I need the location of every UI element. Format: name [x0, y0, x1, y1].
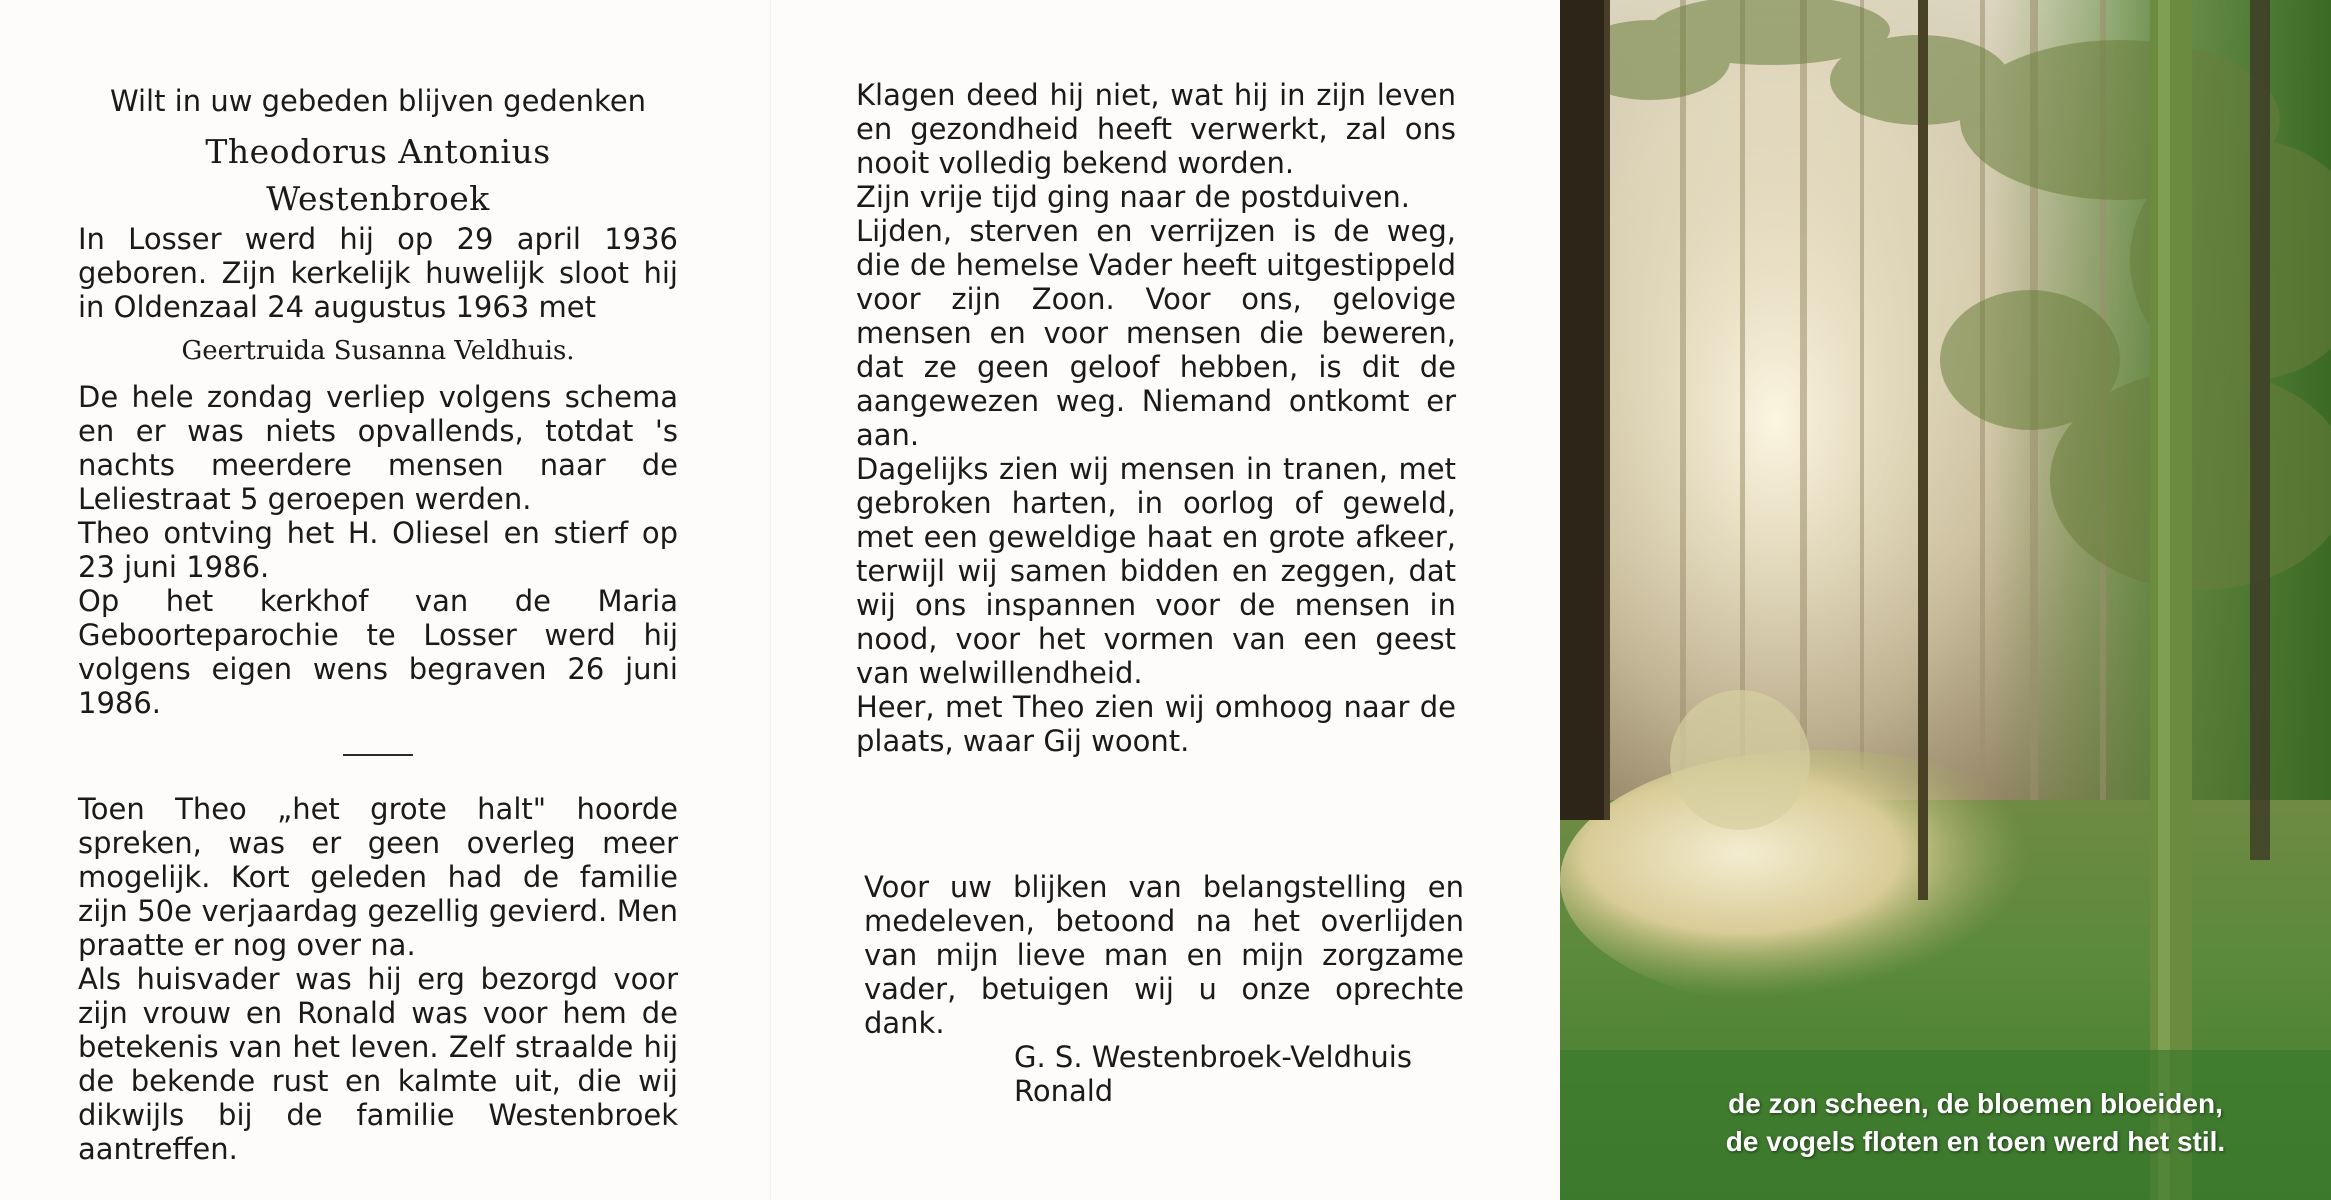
signature-son: Ronald [1014, 1074, 1114, 1108]
middle-text-column [856, 78, 1456, 758]
middle-panel [770, 0, 1560, 1200]
biography-paragraph: In Losser werd hij op 29 april 1936 geboren. Zijn kerkelijk huwelijk sloot hij in Oldenzaal 24 augustus 1963 met [78, 222, 678, 324]
memorial-paragraph: Toen Theo „het grote halt" hoorde spreken, was er geen overleg meer mogelijk. Kort geleden had de familie zijn 50e verjaardag gezellig gevierd. Men praatte er nog over na. [78, 792, 678, 962]
left-panel [0, 0, 770, 1200]
thanks-section [864, 870, 1464, 1108]
reflection-paragraph: Dagelijks zien wij mensen in tranen, met gebroken harten, in oorlog of geweld, met een geweldige haat en grote afkeer, terwijl wij samen bidden en zeggen, dat wij ons inspannen voor de mensen in nood, voor het vormen van een geest van welwillendheid. [856, 452, 1456, 690]
reflection-paragraph: Klagen deed hij niet, wat hij in zijn leven en gezondheid heeft verwerkt, zal ons nooit volledig bekend worden. [856, 78, 1456, 180]
biography-paragraph: De hele zondag verliep volgens schema en er was niets opvallends, totdat 's nachts meerdere mensen naar de Leliestraat 5 geroepen werden. [78, 380, 678, 516]
left-text-column [78, 84, 678, 1166]
caption-line: de zon scheen, de bloemen bloeiden, [1728, 1088, 2223, 1119]
thanks-paragraph: Voor uw blijken van belangstelling en medeleven, betoond na het overlijden van mijn lieve man en mijn zorgzame vader, betuigen wij u onze oprechte dank. [864, 870, 1464, 1040]
signature-block [864, 1040, 1464, 1108]
photo-caption [1560, 1085, 2331, 1161]
forest-photo-panel [1560, 0, 2331, 1200]
intro-line: Wilt in uw gebeden blijven gedenken [109, 84, 647, 118]
reflection-paragraph: Zijn vrije tijd ging naar de postduiven. [856, 180, 1411, 214]
biography-paragraph: Op het kerkhof van de Maria Geboorteparochie te Losser werd hij volgens eigen wens begraven 26 juni 1986. [78, 584, 678, 720]
caption-line: de vogels floten en toen werd het stil. [1725, 1126, 2226, 1157]
spouse-name: Geertruida Susanna Veldhuis. [181, 336, 575, 366]
memorial-paragraph: Als huisvader was hij erg bezorgd voor zijn vrouw en Ronald was voor hem de betekenis van het leven. Zelf straalde hij de bekende rust en kalmte uit, die wij dikwijls bij de familie Westenbroek aantreffen. [78, 962, 678, 1166]
deceased-name-last: Westenbroek [266, 179, 490, 218]
forest-photo [1560, 0, 2331, 1200]
deceased-name-first: Theodorus Antonius [205, 132, 551, 171]
biography-paragraph: Theo ontving het H. Oliesel en stierf op 23 juni 1986. [78, 516, 678, 584]
signature-widow: G. S. Westenbroek-Veldhuis [1014, 1040, 1412, 1074]
section-divider [343, 754, 413, 756]
prayer-paragraph: Heer, met Theo zien wij omhoog naar de plaats, waar Gij woont. [856, 690, 1456, 758]
reflection-paragraph: Lijden, sterven en verrijzen is de weg, die de hemelse Vader heeft uitgestippeld voor zijn Zoon. Voor ons, gelovige mensen en voor mensen die beweren, dat ze geen geloof hebben, is dit de aangewezen weg. Niemand ontkomt er aan. [856, 214, 1456, 452]
